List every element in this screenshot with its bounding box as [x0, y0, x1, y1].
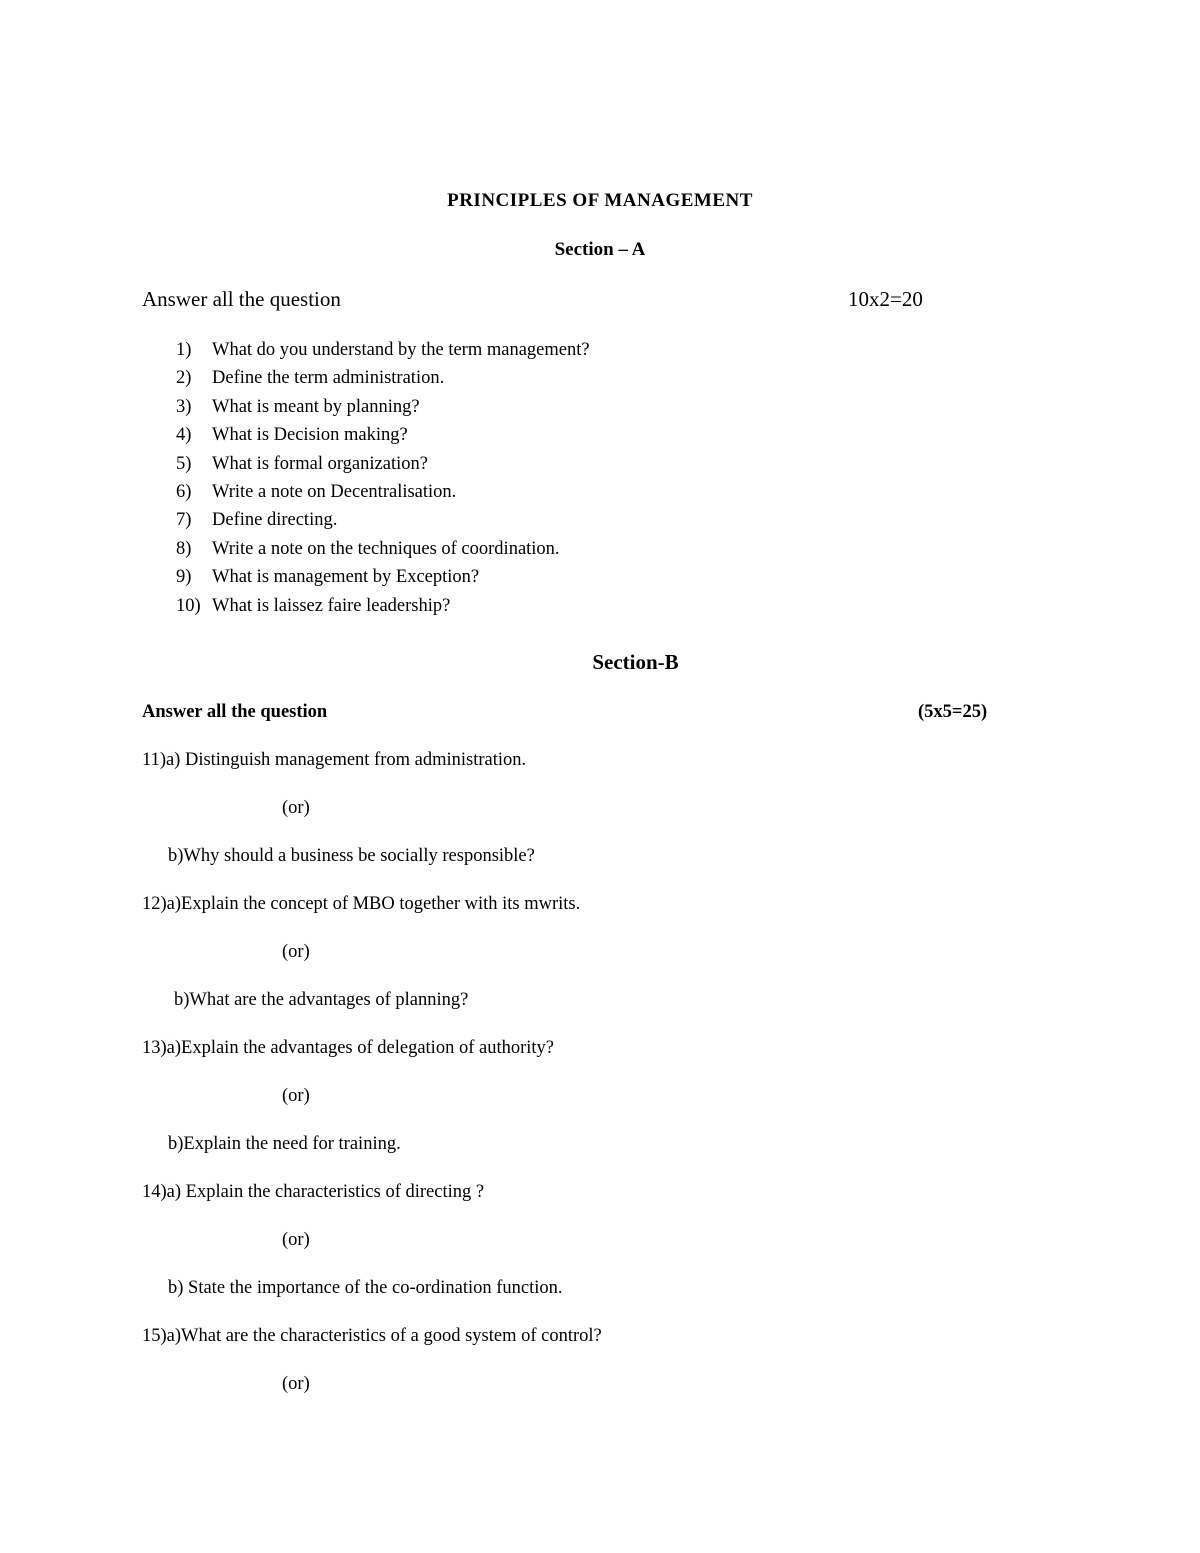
section-a-marks: 10x2=20	[848, 287, 923, 311]
question-number: 3)	[176, 396, 192, 417]
question-text: Write a note on the techniques of coordination.	[212, 538, 560, 559]
question-item	[176, 339, 590, 367]
question-number: 5)	[176, 453, 192, 474]
or-label: (or)	[282, 942, 310, 962]
question-text: What is management by Exception?	[212, 567, 480, 588]
question-12a: 12)a)Explain the concept of MBO together with its mwrits.	[142, 894, 581, 914]
question-number: 4)	[176, 425, 192, 446]
question-number: 2)	[176, 368, 192, 389]
section-b-heading: Section-B	[592, 650, 679, 674]
section-b-instruction: Answer all the question	[142, 702, 328, 722]
question-item	[176, 424, 590, 452]
or-label: (or)	[282, 1086, 310, 1106]
or-label: (or)	[282, 1230, 310, 1250]
section-a-heading: Section – A	[554, 239, 646, 260]
question-item	[176, 367, 590, 395]
question-item	[176, 509, 590, 537]
or-label: (or)	[282, 1374, 310, 1394]
question-item	[176, 396, 590, 424]
document-title: PRINCIPLES OF MANAGEMENT	[447, 190, 753, 211]
question-number: 7)	[176, 510, 192, 531]
section-b-marks: (5x5=25)	[918, 702, 988, 722]
question-text: What is meant by planning?	[212, 396, 420, 417]
question-text: What do you understand by the term management?	[212, 340, 590, 360]
question-item	[176, 481, 590, 509]
question-number: 9)	[176, 567, 192, 588]
question-text: What is Decision making?	[212, 425, 408, 446]
question-13b: b)Explain the need for training.	[168, 1134, 401, 1154]
question-14b: b) State the importance of the co-ordination function.	[168, 1278, 563, 1298]
question-item	[176, 566, 590, 594]
question-text: What is laissez faire leadership?	[212, 595, 451, 616]
question-item	[176, 453, 590, 481]
question-text: Define the term administration.	[212, 368, 445, 389]
section-a-question-list	[176, 339, 590, 623]
question-item	[176, 595, 590, 623]
section-a-instruction: Answer all the question	[142, 287, 341, 311]
question-11b: b)Why should a business be socially responsible?	[168, 846, 535, 866]
question-12b: b)What are the advantages of planning?	[174, 990, 469, 1010]
question-number: 1)	[176, 340, 192, 360]
question-13a: 13)a)Explain the advantages of delegation of authority?	[142, 1038, 554, 1058]
question-number: 6)	[176, 481, 192, 502]
question-number: 8)	[176, 538, 192, 559]
question-text: Define directing.	[212, 510, 338, 531]
question-item	[176, 538, 590, 566]
question-text: What is formal organization?	[212, 453, 428, 474]
question-11a: 11)a) Distinguish management from administration.	[142, 750, 527, 770]
question-14a: 14)a) Explain the characteristics of directing ?	[142, 1182, 485, 1202]
question-15a: 15)a)What are the characteristics of a good system of control?	[142, 1326, 602, 1346]
question-number: 10)	[176, 595, 201, 616]
or-label: (or)	[282, 798, 310, 818]
question-text: Write a note on Decentralisation.	[212, 481, 457, 502]
